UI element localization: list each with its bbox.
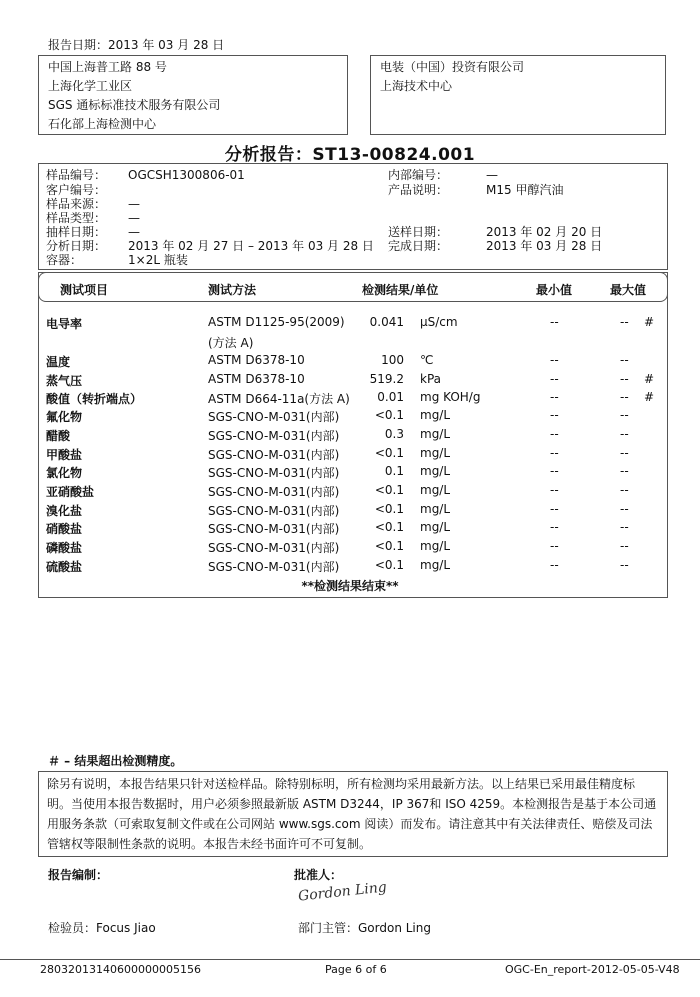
- min-value: --: [550, 353, 559, 367]
- table-row: [38, 313, 668, 350]
- client-line: 电装（中国）投资有限公司: [380, 60, 525, 74]
- table-row: [38, 500, 668, 519]
- min-value: --: [550, 502, 559, 516]
- test-item: 硫酸盐: [46, 560, 83, 574]
- table-row: [38, 444, 668, 463]
- min-value: --: [550, 558, 559, 572]
- result-value: 0.041: [369, 315, 404, 329]
- test-method: SGS-CNO-M-031(内部): [208, 466, 340, 480]
- test-method: SGS-CNO-M-031(内部): [208, 485, 340, 499]
- info-label: 样品类型：: [46, 211, 107, 225]
- test-method: ASTM D664-11a(方法 A): [208, 392, 350, 406]
- test-item: 醋酸: [46, 429, 71, 443]
- info-value: —: [128, 225, 140, 239]
- info-label: 送样日期：: [388, 225, 449, 239]
- result-unit: kPa: [420, 372, 441, 386]
- sender-line: 中国上海普工路 88 号: [48, 60, 167, 74]
- info-label: 客户编号：: [46, 183, 107, 197]
- result-unit: ℃: [420, 353, 434, 367]
- test-item: 甲酸盐: [46, 448, 83, 462]
- max-value: --: [620, 502, 629, 516]
- table-row: [38, 481, 668, 500]
- min-value: --: [550, 520, 559, 534]
- max-value: --: [620, 372, 629, 386]
- info-label: 抽样日期：: [46, 225, 107, 239]
- max-value: --: [620, 539, 629, 553]
- result-value: 0.1: [384, 464, 404, 478]
- info-value: 1×2L 瓶装: [128, 253, 188, 267]
- min-value: --: [550, 464, 559, 478]
- min-value: --: [550, 427, 559, 441]
- disclaimer-box: [38, 771, 668, 857]
- test-item: 电导率: [46, 317, 83, 331]
- info-value: —: [128, 197, 140, 211]
- result-unit: mg/L: [420, 558, 451, 572]
- result-value: <0.1: [374, 558, 404, 572]
- header-min: 最小值: [536, 283, 573, 297]
- min-value: --: [550, 408, 559, 422]
- table-header-bar: [38, 272, 668, 302]
- test-method: SGS-CNO-M-031(内部): [208, 448, 340, 462]
- result-value: <0.1: [374, 483, 404, 497]
- table-row: [38, 351, 668, 370]
- table-row: [38, 370, 668, 389]
- client-line: 上海技术中心: [380, 79, 453, 93]
- inspector: 检验员：Focus Jiao: [48, 921, 156, 935]
- disclaimer-line: 除另有说明，本报告结果只针对送检样品。除特别标明，所有检测均采用最新方法。以上结果已采用最佳精度标: [47, 777, 636, 791]
- prepared-label: 报告编制：: [48, 868, 109, 882]
- result-unit: µS/cm: [420, 315, 458, 329]
- test-item: 氟化物: [46, 410, 83, 424]
- result-value: 0.3: [384, 427, 404, 441]
- test-method: ASTM D6378-10: [208, 353, 305, 367]
- info-value: —: [486, 168, 498, 182]
- max-value: --: [620, 464, 629, 478]
- table-row: [38, 388, 668, 407]
- footer-id: 28032013140600000005156: [40, 963, 201, 976]
- result-value: <0.1: [374, 539, 404, 553]
- test-item: 温度: [46, 355, 71, 369]
- max-value: --: [620, 315, 629, 329]
- disclaimer-line: 用服务条款（可索取复制文件或在公司网站 www.sgs.com 阅读）而发布。请注意其中有关法律责任、赔偿及司法: [47, 817, 653, 831]
- min-value: --: [550, 372, 559, 386]
- result-value: 519.2: [369, 372, 404, 386]
- test-method: SGS-CNO-M-031(内部): [208, 522, 340, 536]
- sender-address-box: [38, 55, 348, 135]
- result-unit: mg/L: [420, 427, 451, 441]
- max-value: --: [620, 520, 629, 534]
- results-end: **检测结果结束**: [301, 579, 399, 593]
- max-value: --: [620, 427, 629, 441]
- report-date: 报告日期：2013 年 03 月 28 日: [48, 38, 225, 52]
- sender-line: 上海化学工业区: [48, 79, 133, 93]
- info-label: 内部编号：: [388, 168, 449, 182]
- info-value: OGCSH1300806-01: [128, 168, 245, 182]
- min-value: --: [550, 315, 559, 329]
- test-item: 蒸气压: [46, 374, 83, 388]
- result-value: 100: [381, 353, 404, 367]
- footer-divider: [0, 959, 700, 960]
- precision-flag: #: [644, 372, 655, 386]
- test-method: SGS-CNO-M-031(内部): [208, 429, 340, 443]
- test-method-note: (方法 A): [208, 336, 254, 350]
- max-value: --: [620, 483, 629, 497]
- max-value: --: [620, 446, 629, 460]
- test-item: 氯化物: [46, 466, 83, 480]
- supervisor: 部门主管：Gordon Ling: [298, 921, 431, 935]
- info-label: 分析日期：: [46, 239, 107, 253]
- test-item: 酸值（转折端点）: [46, 392, 143, 406]
- test-method: SGS-CNO-M-031(内部): [208, 410, 340, 424]
- result-unit: mg/L: [420, 502, 451, 516]
- table-row: [38, 462, 668, 481]
- footnote: ＃ – 结果超出检测精度。: [48, 754, 183, 768]
- result-value: 0.01: [377, 390, 404, 404]
- sender-line: 石化部上海检测中心: [48, 117, 157, 131]
- test-item: 硝酸盐: [46, 522, 83, 536]
- header-max: 最大值: [610, 283, 647, 297]
- page-number: Page 6 of 6: [325, 963, 387, 976]
- info-label: 样品来源：: [46, 197, 107, 211]
- info-value: 2013 年 03 月 28 日: [486, 239, 603, 253]
- footer-form-code: OGC-En_report-2012-05-05-V48: [505, 963, 680, 976]
- result-unit: mg/L: [420, 539, 451, 553]
- result-value: <0.1: [374, 446, 404, 460]
- test-method: SGS-CNO-M-031(内部): [208, 504, 340, 518]
- info-label: 完成日期：: [388, 239, 449, 253]
- precision-flag: #: [644, 315, 655, 329]
- sender-line: SGS 通标标准技术服务有限公司: [48, 98, 221, 112]
- info-label: 容器：: [46, 253, 83, 267]
- info-value: M15 甲醇汽油: [486, 183, 564, 197]
- result-unit: mg/L: [420, 483, 451, 497]
- header-result: 检测结果/单位: [362, 283, 439, 297]
- test-method: ASTM D1125-95(2009): [208, 315, 345, 329]
- result-unit: mg/L: [420, 446, 451, 460]
- result-unit: mg/L: [420, 408, 451, 422]
- table-row: [38, 425, 668, 444]
- test-method: ASTM D6378-10: [208, 372, 305, 386]
- min-value: --: [550, 446, 559, 460]
- table-row: [38, 556, 668, 575]
- result-unit: mg/L: [420, 520, 451, 534]
- min-value: --: [550, 483, 559, 497]
- result-unit: mg/L: [420, 464, 451, 478]
- result-unit: mg KOH/g: [420, 390, 481, 404]
- min-value: --: [550, 539, 559, 553]
- info-label: 样品编号：: [46, 168, 107, 182]
- result-value: <0.1: [374, 408, 404, 422]
- test-item: 亚硝酸盐: [46, 485, 95, 499]
- max-value: --: [620, 408, 629, 422]
- info-value: —: [128, 211, 140, 225]
- header-item: 测试项目: [60, 283, 109, 297]
- table-row: [38, 406, 668, 425]
- table-row: [38, 537, 668, 556]
- client-address-box: [370, 55, 666, 135]
- report-title: 分析报告：ST13-00824.001: [224, 145, 476, 165]
- test-item: 溴化盐: [46, 504, 83, 518]
- table-row: [38, 518, 668, 537]
- precision-flag: #: [644, 390, 655, 404]
- result-value: <0.1: [374, 520, 404, 534]
- info-label: 产品说明：: [388, 183, 449, 197]
- max-value: --: [620, 353, 629, 367]
- info-value: 2013 年 02 月 20 日: [486, 225, 603, 239]
- disclaimer-line: 明。当使用本报告数据时，用户必须参照最新版 ASTM D3244，IP 367和 ISO 4259。本检测报告是基于本公司通: [47, 797, 657, 811]
- min-value: --: [550, 390, 559, 404]
- result-value: <0.1: [374, 502, 404, 516]
- info-value: 2013 年 02 月 27 日 – 2013 年 03 月 28 日: [128, 239, 374, 253]
- disclaimer-line: 管辖权等限制性条款的说明。本报告未经书面许可不可复制。: [47, 837, 372, 851]
- test-method: SGS-CNO-M-031(内部): [208, 560, 340, 574]
- max-value: --: [620, 390, 629, 404]
- test-item: 磷酸盐: [46, 541, 83, 555]
- header-method: 测试方法: [208, 283, 257, 297]
- signature: Gordon Ling: [297, 879, 388, 905]
- approved-label: 批准人：: [294, 868, 343, 882]
- test-method: SGS-CNO-M-031(内部): [208, 541, 340, 555]
- max-value: --: [620, 558, 629, 572]
